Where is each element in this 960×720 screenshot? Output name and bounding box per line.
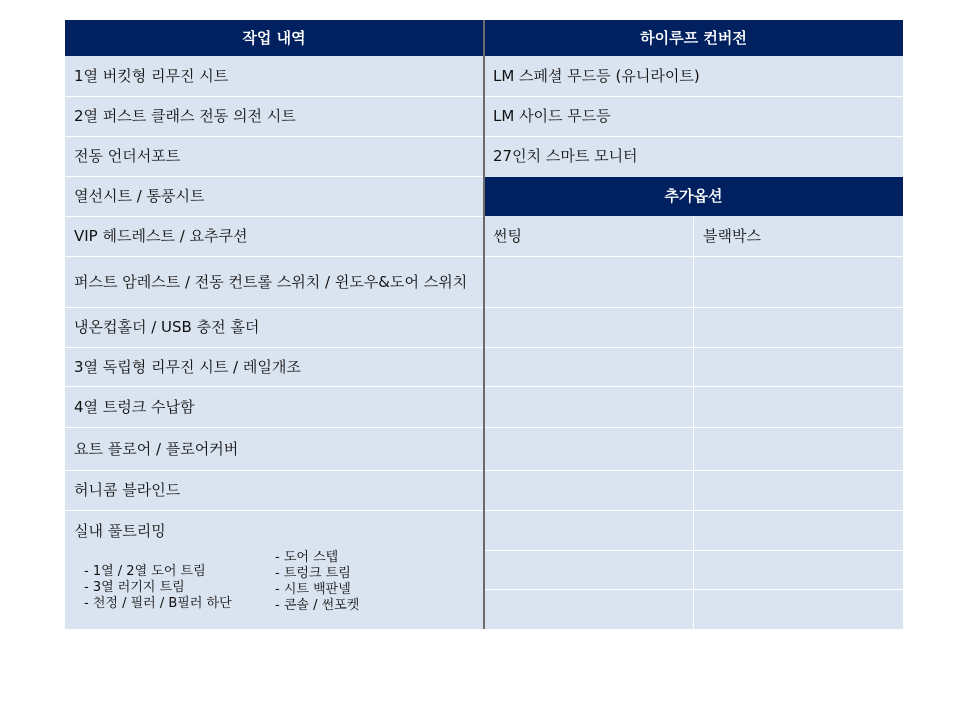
hiroof-item: LM 사이드 무드등 [493, 107, 611, 125]
trim-subitem: - 콘솔 / 썬포켓 [275, 598, 360, 613]
work-item: VIP 헤드레스트 / 요추쿠션 [74, 227, 248, 245]
trim-subitem: - 시트 백판넬 [275, 582, 351, 597]
column-divider [483, 20, 485, 629]
work-item: 열선시트 / 통풍시트 [74, 187, 205, 205]
trim-sublist-left [84, 564, 232, 612]
option-item-sunting: 썬팅 [493, 227, 522, 245]
trim-sublist-right [275, 550, 359, 614]
work-table [65, 20, 903, 629]
trim-subitem: - 1열 / 2열 도어 트림 [84, 564, 206, 579]
trim-subitem: - 3열 러기지 트림 [84, 580, 185, 595]
work-item: 4열 트렁크 수납함 [74, 397, 195, 416]
header-hiroof: 하이루프 컨버전 [484, 20, 903, 56]
work-item: 퍼스트 암레스트 / 전동 컨트롤 스위치 / 윈도우&도어 스위치 [74, 272, 468, 291]
hiroof-item: LM 스페셜 무드등 (유니라이트) [493, 67, 700, 85]
work-item: 요트 플로어 / 플로어커버 [74, 439, 239, 458]
work-item: 2열 퍼스트 클래스 전동 의전 시트 [74, 107, 296, 125]
work-item: 냉온컵홀더 / USB 충전 홀더 [74, 318, 260, 336]
header-options: 추가옵션 [484, 177, 903, 216]
trim-subitem: - 천정 / 필러 / B필러 하단 [84, 596, 232, 611]
header-work: 작업 내역 [65, 20, 483, 56]
work-item: 허니콤 블라인드 [74, 481, 181, 499]
work-item: 3열 독립형 리무진 시트 / 레일개조 [74, 358, 301, 376]
trim-subitem: - 도어 스텝 [275, 550, 339, 565]
work-item: 1열 버킷형 리무진 시트 [74, 67, 229, 85]
trim-subitem: - 트렁크 트림 [275, 566, 351, 581]
hiroof-item: 27인치 스마트 모니터 [493, 147, 638, 165]
work-item: 전동 언더서포트 [74, 147, 181, 165]
option-item-blackbox: 블랙박스 [703, 227, 761, 245]
work-item: 실내 풀트리밍 [74, 521, 166, 540]
